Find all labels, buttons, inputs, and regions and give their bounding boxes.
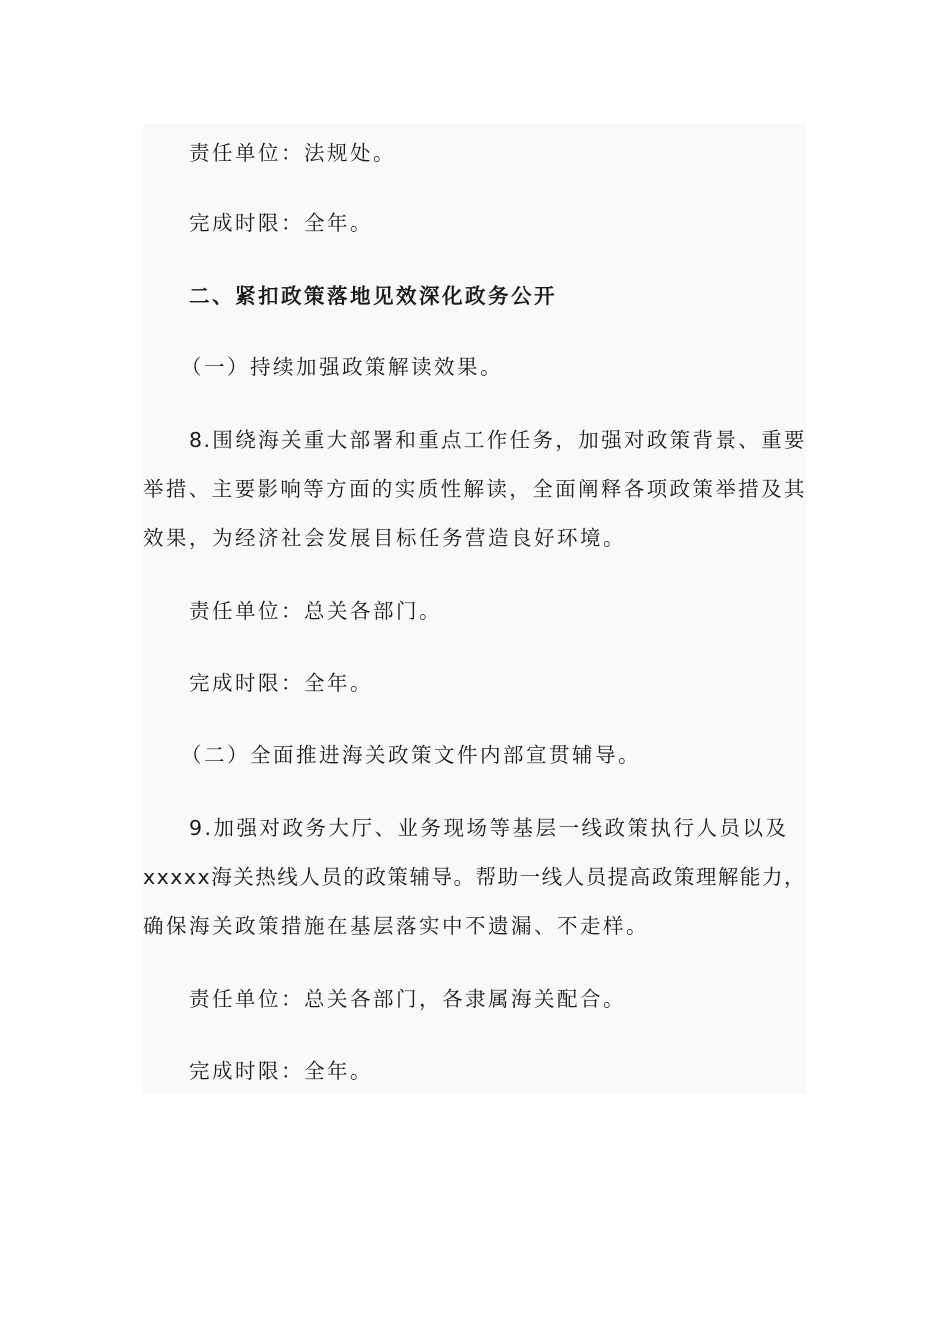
subsection-heading-1: （一）持续加强政策解读效果。	[181, 355, 503, 379]
responsible-unit-2: 责任单位：总关各部门。	[189, 599, 442, 623]
subsection-heading-2: （二）全面推进海关政策文件内部宣贯辅导。	[181, 743, 641, 767]
item-9-line-2: xxxxx海关热线人员的政策辅导。帮助一线人员提高政策理解能力，	[143, 865, 806, 889]
deadline-2: 完成时限：全年。	[189, 671, 373, 695]
item-8-line-3: 效果，为经济社会发展目标任务营造良好环境。	[143, 526, 626, 550]
item-9-line-3: 确保海关政策措施在基层落实中不遗漏、不走样。	[143, 914, 649, 938]
deadline-3: 完成时限：全年。	[189, 1059, 373, 1083]
document-body	[143, 124, 806, 1094]
item-8-line-2: 举措、主要影响等方面的实质性解读，全面阐释各项政策举措及其	[143, 477, 806, 501]
item-8-line-1: 8.围绕海关重大部署和重点工作任务，加强对政策背景、重要	[189, 428, 806, 452]
item-9-line-1: 9.加强对政务大厅、业务现场等基层一线政策执行人员以及	[189, 816, 789, 840]
section-heading-2: 二、紧扣政策落地见效深化政务公开	[189, 284, 557, 308]
deadline-1: 完成时限：全年。	[189, 211, 373, 235]
responsible-unit-1: 责任单位：法规处。	[189, 141, 396, 165]
responsible-unit-3: 责任单位：总关各部门，各隶属海关配合。	[189, 987, 626, 1011]
